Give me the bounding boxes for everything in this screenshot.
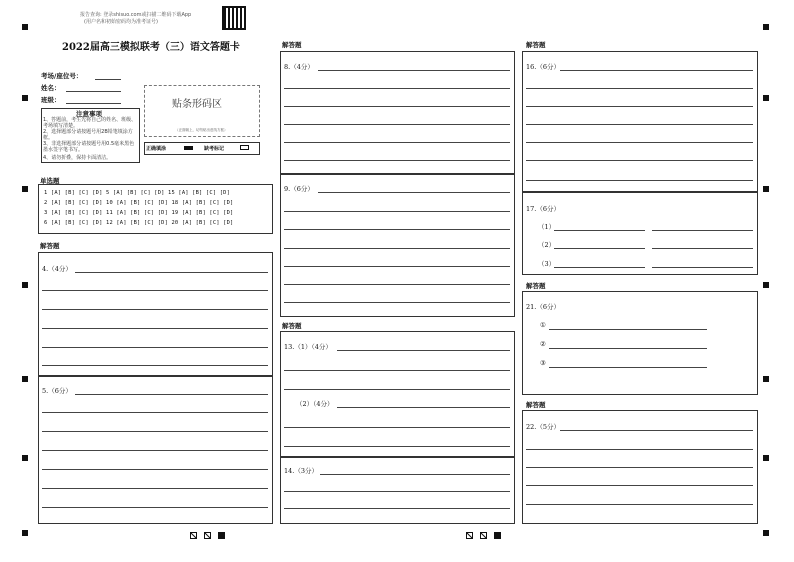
alignment-mark	[763, 282, 769, 288]
answer-line[interactable]	[284, 389, 510, 390]
page-title: 2022届高三模拟联考（三）语文答题卡	[62, 42, 240, 53]
answer-line[interactable]	[284, 160, 510, 161]
answer-line[interactable]	[526, 180, 753, 181]
answer-line[interactable]	[284, 302, 510, 303]
mc-row[interactable]: 2 [A] [B] [C] [D] 10 [A] [B] [C] [D] 18 [A] [B] [C] [D]	[44, 200, 234, 206]
bottom-mark	[494, 532, 501, 539]
barcode-title: 贴条形码区	[172, 99, 222, 110]
room-seat-field[interactable]	[95, 79, 121, 80]
alignment-mark	[763, 186, 769, 192]
answer-line[interactable]	[284, 211, 510, 212]
barcode-note: （正面朝上，切勿贴出虚线方框）	[175, 128, 228, 132]
answer-line[interactable]	[554, 230, 645, 231]
answer-line[interactable]	[42, 347, 268, 348]
answer-line[interactable]	[560, 70, 753, 71]
question-label-q21-2: ②	[540, 340, 546, 348]
answer-line[interactable]	[42, 469, 268, 470]
answer-line[interactable]	[42, 507, 268, 508]
answer-line[interactable]	[554, 267, 645, 268]
question-label-q4: 4.（4分）	[42, 265, 72, 273]
notice-title: 注意事项	[76, 110, 102, 118]
question-label-q21: 21.（6分）	[526, 303, 560, 311]
answer-line[interactable]	[320, 474, 510, 475]
answer-line[interactable]	[554, 248, 645, 249]
notice-item: 4、请勿折叠，保持卡面清洁。	[43, 155, 112, 161]
answer-line[interactable]	[284, 446, 510, 447]
notice-item: 1、答题前，考生先将自己的姓名、班级、考场填写清楚。	[43, 117, 137, 129]
question-label-q13-1: 13.（1）（4分）	[284, 343, 332, 351]
answer-line[interactable]	[284, 508, 510, 509]
alignment-mark	[763, 95, 769, 101]
section-title: 解答题	[526, 41, 546, 49]
answer-line[interactable]	[42, 431, 268, 432]
answer-line[interactable]	[284, 491, 510, 492]
absent-label: 缺考标记	[204, 146, 225, 152]
bottom-mark	[204, 532, 211, 539]
answer-line[interactable]	[526, 106, 753, 107]
absent-checkbox[interactable]	[240, 145, 249, 150]
class-label: 班级：	[41, 96, 61, 104]
section-title: 解答题	[40, 242, 60, 250]
answer-line[interactable]	[42, 309, 268, 310]
answer-line[interactable]	[75, 272, 268, 273]
mc-row[interactable]: 1 [A] [B] [C] [D] 5 [A] [B] [C] [D] 15 [A] [B] [C] [D]	[44, 190, 231, 196]
mc-section-title: 单选题	[40, 177, 60, 185]
question-label-q22: 22.（5分）	[526, 423, 560, 431]
question-label-q21-3: ③	[540, 359, 546, 367]
section-title: 解答题	[526, 282, 546, 290]
notice-item: 2、选择题部分请按题号用2B铅笔填涂方框。	[43, 129, 133, 141]
question-label-q14: 14.（3分）	[284, 467, 318, 475]
alignment-mark	[763, 24, 769, 30]
bottom-mark	[190, 532, 197, 539]
question-label-q17-3: （3）	[538, 260, 556, 268]
question-label-q16: 16.（6分）	[526, 63, 560, 71]
answer-line[interactable]	[652, 248, 753, 249]
answer-line[interactable]	[526, 142, 753, 143]
correct-fill-label: 正确填涂	[146, 146, 167, 152]
answer-line[interactable]	[549, 367, 707, 368]
alignment-mark	[22, 282, 28, 288]
question-label-q9: 9.（6分）	[284, 185, 314, 193]
answer-line[interactable]	[560, 430, 753, 431]
alignment-mark	[22, 186, 28, 192]
answer-line[interactable]	[284, 427, 510, 428]
answer-line[interactable]	[549, 348, 707, 349]
name-field[interactable]	[66, 91, 121, 92]
answer-line[interactable]	[284, 284, 510, 285]
answer-line[interactable]	[284, 106, 510, 107]
answer-line[interactable]	[75, 394, 268, 395]
room-seat-label: 考场/座位号：	[41, 72, 83, 80]
bottom-mark	[480, 532, 487, 539]
answer-line[interactable]	[284, 248, 510, 249]
mc-row[interactable]: 6 [A] [B] [C] [D] 12 [A] [B] [C] [D] 20 [A] [B] [C] [D]	[44, 220, 234, 226]
answer-line[interactable]	[652, 267, 753, 268]
answer-line[interactable]	[42, 290, 268, 291]
alignment-mark	[22, 530, 28, 536]
question-label-q17-1: （1）	[538, 223, 556, 231]
answer-line[interactable]	[526, 504, 753, 505]
answer-line[interactable]	[284, 266, 510, 267]
question-label-q13-2: （2）（4分）	[296, 400, 334, 408]
alignment-mark	[22, 376, 28, 382]
question-label-q21-1: ①	[540, 321, 546, 329]
answer-box-q16[interactable]	[522, 51, 758, 192]
notice-item: 3、非选择题部分请按题号用0.5毫米黑色墨水签字笔书写。	[43, 141, 135, 153]
question-label-q5: 5.（6分）	[42, 387, 72, 395]
mc-row[interactable]: 3 [A] [B] [C] [D] 11 [A] [B] [C] [D] 19 [A] [B] [C] [D]	[44, 210, 234, 216]
answer-line[interactable]	[337, 350, 510, 351]
class-field[interactable]	[66, 103, 121, 104]
question-label-q17-2: （2）	[538, 241, 556, 249]
answer-line[interactable]	[42, 328, 268, 329]
alignment-mark	[22, 24, 28, 30]
answer-line[interactable]	[337, 407, 510, 408]
section-title: 解答题	[282, 41, 302, 49]
answer-line[interactable]	[526, 449, 753, 450]
source-line-2: (用户名和初始密码均为准考证号)	[84, 19, 158, 25]
bottom-mark	[218, 532, 225, 539]
bottom-mark	[466, 532, 473, 539]
answer-line[interactable]	[652, 230, 753, 231]
answer-line[interactable]	[318, 70, 510, 71]
answer-line[interactable]	[284, 142, 510, 143]
alignment-mark	[763, 455, 769, 461]
alignment-mark	[22, 95, 28, 101]
answer-line[interactable]	[284, 88, 510, 89]
section-title: 解答题	[282, 322, 302, 330]
name-label: 姓名：	[41, 84, 61, 92]
answer-line[interactable]	[526, 467, 753, 468]
answer-box-q4[interactable]	[38, 252, 273, 376]
qr-code	[222, 6, 246, 30]
answer-line[interactable]	[318, 192, 510, 193]
answer-line[interactable]	[42, 450, 268, 451]
answer-line[interactable]	[284, 229, 510, 230]
alignment-mark	[22, 455, 28, 461]
answer-line[interactable]	[284, 370, 510, 371]
answer-line[interactable]	[42, 488, 268, 489]
question-label-q17: 17.（6分）	[526, 205, 560, 213]
answer-line[interactable]	[526, 485, 753, 486]
answer-line[interactable]	[42, 412, 268, 413]
answer-line[interactable]	[42, 365, 268, 366]
answer-line[interactable]	[284, 124, 510, 125]
correct-fill-sample	[184, 146, 193, 150]
alignment-mark	[763, 376, 769, 382]
source-line: 报告查询: 登录shisuo.com或扫描二维码下载App	[80, 12, 192, 18]
alignment-mark	[763, 530, 769, 536]
answer-line[interactable]	[526, 88, 753, 89]
section-title: 解答题	[526, 401, 546, 409]
answer-box-q9[interactable]	[280, 174, 515, 317]
answer-line[interactable]	[526, 124, 753, 125]
answer-line[interactable]	[526, 160, 753, 161]
answer-line[interactable]	[549, 329, 707, 330]
question-label-q8: 8.（4分）	[284, 63, 314, 71]
